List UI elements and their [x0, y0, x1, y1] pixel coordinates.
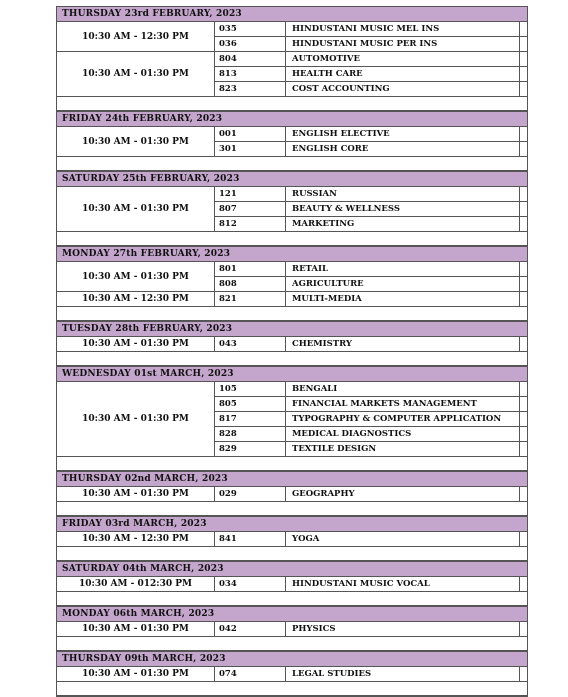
- day-block: [56, 366, 528, 471]
- exam-time: 10:30 AM - 01:30 PM: [57, 262, 215, 291]
- subject-code: 001: [215, 127, 286, 141]
- subject-code: 828: [215, 427, 286, 441]
- day-header: TUESDAY 28th FEBRUARY, 2023: [57, 322, 527, 337]
- blank-cell: [520, 127, 527, 141]
- subject-code: 805: [215, 397, 286, 411]
- time-slot-group: [57, 52, 527, 97]
- subject-code: 036: [215, 37, 286, 51]
- subject-code: 301: [215, 142, 286, 156]
- subject-name: RUSSIAN: [286, 187, 520, 201]
- row-spacer: [57, 352, 527, 366]
- row-spacer: [57, 637, 527, 651]
- time-slot-group: [57, 382, 527, 457]
- table-row: [215, 577, 527, 591]
- subject-name: BENGALI: [286, 382, 520, 396]
- subject-name: FINANCIAL MARKETS MANAGEMENT: [286, 397, 520, 411]
- row-spacer: [57, 547, 527, 561]
- day-header: SATURDAY 04th MARCH, 2023: [57, 562, 527, 577]
- table-row: [215, 36, 527, 51]
- subject-name: YOGA: [286, 532, 520, 546]
- table-row: [215, 441, 527, 456]
- time-slot-group: [57, 667, 527, 682]
- subject-code: 035: [215, 22, 286, 36]
- subject-code: 807: [215, 202, 286, 216]
- blank-cell: [520, 427, 527, 441]
- table-row: [215, 396, 527, 411]
- day-block: [56, 321, 528, 366]
- row-spacer: [57, 157, 527, 171]
- subject-name: PHYSICS: [286, 622, 520, 636]
- table-row: [215, 667, 527, 681]
- table-row: [215, 411, 527, 426]
- blank-cell: [520, 487, 527, 501]
- blank-cell: [520, 442, 527, 456]
- subject-name: TEXTILE DESIGN: [286, 442, 520, 456]
- subject-name: MULTI-MEDIA: [286, 292, 520, 306]
- time-slot-group: [57, 622, 527, 637]
- row-spacer: [57, 502, 527, 516]
- subject-code: 801: [215, 262, 286, 276]
- blank-cell: [520, 337, 527, 351]
- subject-code: 829: [215, 442, 286, 456]
- subject-code: 105: [215, 382, 286, 396]
- table-row: [215, 262, 527, 276]
- time-slot-group: [57, 127, 527, 157]
- subject-code: 821: [215, 292, 286, 306]
- blank-cell: [520, 292, 527, 306]
- exam-time: 10:30 AM - 12:30 PM: [57, 532, 215, 546]
- blank-cell: [520, 37, 527, 51]
- blank-cell: [520, 532, 527, 546]
- day-block: [56, 246, 528, 321]
- exam-time: 10:30 AM - 12:30 PM: [57, 22, 215, 51]
- blank-cell: [520, 52, 527, 66]
- blank-cell: [520, 577, 527, 591]
- row-spacer: [57, 97, 527, 111]
- day-block: [56, 651, 528, 697]
- day-header: MONDAY 06th MARCH, 2023: [57, 607, 527, 622]
- blank-cell: [520, 667, 527, 681]
- subject-name: ENGLISH ELECTIVE: [286, 127, 520, 141]
- exam-time: 10:30 AM - 01:30 PM: [57, 127, 215, 156]
- subject-code: 841: [215, 532, 286, 546]
- subject-name: LEGAL STUDIES: [286, 667, 520, 681]
- exam-schedule-table: [56, 6, 528, 697]
- row-spacer: [57, 307, 527, 321]
- blank-cell: [520, 217, 527, 231]
- blank-cell: [520, 262, 527, 276]
- time-slot-group: [57, 22, 527, 52]
- table-row: [215, 276, 527, 291]
- table-row: [215, 292, 527, 306]
- exam-time: 10:30 AM - 01:30 PM: [57, 667, 215, 681]
- table-row: [215, 487, 527, 501]
- blank-cell: [520, 382, 527, 396]
- day-header: FRIDAY 03rd MARCH, 2023: [57, 517, 527, 532]
- table-row: [215, 187, 527, 201]
- subject-name: HINDUSTANI MUSIC MEL INS: [286, 22, 520, 36]
- subject-code: 043: [215, 337, 286, 351]
- time-slot-group: [57, 532, 527, 547]
- exam-time: 10:30 AM - 01:30 PM: [57, 187, 215, 231]
- subject-name: BEAUTY & WELLNESS: [286, 202, 520, 216]
- day-block: [56, 471, 528, 516]
- day-header: THURSDAY 23rd FEBRUARY, 2023: [57, 7, 527, 22]
- row-spacer: [57, 457, 527, 471]
- time-slot-group: [57, 292, 527, 307]
- time-slot-group: [57, 262, 527, 292]
- blank-cell: [520, 622, 527, 636]
- table-row: [215, 127, 527, 141]
- subject-name: HEALTH CARE: [286, 67, 520, 81]
- subject-name: TYPOGRAPHY & COMPUTER APPLICATION: [286, 412, 520, 426]
- subject-name: HINDUSTANI MUSIC VOCAL: [286, 577, 520, 591]
- blank-cell: [520, 142, 527, 156]
- day-header: MONDAY 27th FEBRUARY, 2023: [57, 247, 527, 262]
- table-row: [215, 622, 527, 636]
- table-row: [215, 532, 527, 546]
- table-row: [215, 426, 527, 441]
- day-block: [56, 516, 528, 561]
- subject-code: 034: [215, 577, 286, 591]
- day-header: THURSDAY 02nd MARCH, 2023: [57, 472, 527, 487]
- subject-code: 813: [215, 67, 286, 81]
- day-header: THURSDAY 09th MARCH, 2023: [57, 652, 527, 667]
- table-row: [215, 201, 527, 216]
- subject-name: MEDICAL DIAGNOSTICS: [286, 427, 520, 441]
- table-row: [215, 141, 527, 156]
- day-block: [56, 561, 528, 606]
- row-spacer: [57, 592, 527, 606]
- table-row: [215, 216, 527, 231]
- day-header: FRIDAY 24th FEBRUARY, 2023: [57, 112, 527, 127]
- table-row: [215, 22, 527, 36]
- exam-time: 10:30 AM - 012:30 PM: [57, 577, 215, 591]
- day-header: WEDNESDAY 01st MARCH, 2023: [57, 367, 527, 382]
- blank-cell: [520, 277, 527, 291]
- time-slot-group: [57, 487, 527, 502]
- subject-code: 029: [215, 487, 286, 501]
- table-row: [215, 66, 527, 81]
- exam-time: 10:30 AM - 01:30 PM: [57, 337, 215, 351]
- subject-code: 817: [215, 412, 286, 426]
- day-block: [56, 171, 528, 246]
- subject-code: 074: [215, 667, 286, 681]
- subject-name: COST ACCOUNTING: [286, 82, 520, 96]
- blank-cell: [520, 412, 527, 426]
- day-block: [56, 6, 528, 111]
- subject-name: ENGLISH CORE: [286, 142, 520, 156]
- blank-cell: [520, 22, 527, 36]
- time-slot-group: [57, 187, 527, 232]
- blank-cell: [520, 67, 527, 81]
- exam-time: 10:30 AM - 01:30 PM: [57, 622, 215, 636]
- subject-code: 804: [215, 52, 286, 66]
- table-row: [215, 382, 527, 396]
- time-slot-group: [57, 337, 527, 352]
- table-row: [215, 81, 527, 96]
- subject-name: MARKETING: [286, 217, 520, 231]
- exam-time: 10:30 AM - 12:30 PM: [57, 292, 215, 306]
- day-block: [56, 606, 528, 651]
- subject-code: 042: [215, 622, 286, 636]
- blank-cell: [520, 397, 527, 411]
- subject-code: 808: [215, 277, 286, 291]
- exam-time: 10:30 AM - 01:30 PM: [57, 382, 215, 456]
- table-row: [215, 52, 527, 66]
- subject-code: 823: [215, 82, 286, 96]
- subject-code: 812: [215, 217, 286, 231]
- subject-name: GEOGRAPHY: [286, 487, 520, 501]
- blank-cell: [520, 187, 527, 201]
- subject-name: AGRICULTURE: [286, 277, 520, 291]
- day-header: SATURDAY 25th FEBRUARY, 2023: [57, 172, 527, 187]
- subject-name: HINDUSTANI MUSIC PER INS: [286, 37, 520, 51]
- blank-cell: [520, 202, 527, 216]
- subject-name: RETAIL: [286, 262, 520, 276]
- subject-name: CHEMISTRY: [286, 337, 520, 351]
- exam-time: 10:30 AM - 01:30 PM: [57, 52, 215, 96]
- subject-name: AUTOMOTIVE: [286, 52, 520, 66]
- blank-cell: [520, 82, 527, 96]
- table-row: [215, 337, 527, 351]
- exam-time: 10:30 AM - 01:30 PM: [57, 487, 215, 501]
- row-spacer: [57, 232, 527, 246]
- subject-code: 121: [215, 187, 286, 201]
- day-block: [56, 111, 528, 171]
- time-slot-group: [57, 577, 527, 592]
